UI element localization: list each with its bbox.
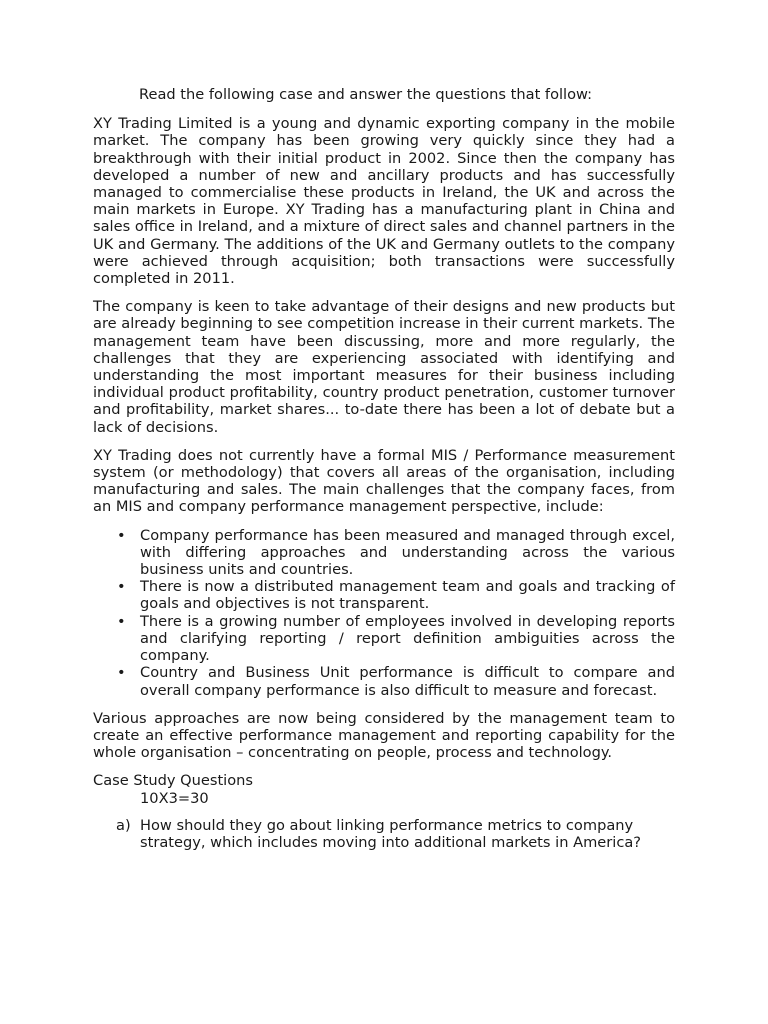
challenge-item (93, 613, 675, 665)
bullet-icon: • (117, 664, 126, 682)
bullet-icon: • (117, 612, 126, 630)
case-paragraph-mis-challenges: XY Trading does not currently have a formal MIS / Performance measurement system (or methodology) that covers all areas of the organisation, including manufacturing and sales. The main challenges that the company faces, from an MIS and company performance management perspective, include: (93, 446, 675, 516)
case-study-marks: 10X3=30 (140, 789, 209, 807)
challenge-item (93, 664, 675, 698)
challenge-item (93, 578, 675, 612)
challenge-text: There is now a distributed management team and goals and tracking of goals and objectives is not transparent. (140, 578, 675, 613)
case-study-questions-heading: Case Study Questions (93, 772, 254, 790)
case-paragraph-approaches: Various approaches are now being considered by the management team to create an effective performance management and reporting capability for the whole organisation – concentrating on people, process and technology. (93, 709, 675, 762)
question-text: How should they go about linking performance metrics to company strategy, which includes moving into additional markets in America? (140, 816, 642, 851)
document-page (93, 86, 675, 851)
case-paragraph-competition: The company is keen to take advantage of their designs and new products but are already beginning to see competition increase in their current markets. The management team have been discussing, more and more regularly, the challenges that they are experiencing associated with identifying and understanding the most important measures for their business including individual product profitability, country product penetration, customer turnover and profitability, market shares... to-date there has been a lot of debate but a lack of decisions. (93, 298, 675, 436)
challenges-list (93, 527, 675, 699)
bullet-icon: • (117, 526, 126, 544)
challenge-text: Company performance has been measured and managed through excel, with differing approaches and understanding across the various business units and countries. (140, 526, 675, 579)
challenge-text: Country and Business Unit performance is difficult to compare and overall company performance is also difficult to measure and forecast. (140, 664, 675, 699)
challenge-text: There is a growing number of employees involved in developing reports and clarifying reporting / report definition ambiguities across the company. (140, 612, 675, 665)
challenge-item (93, 527, 675, 579)
question-item (93, 817, 675, 851)
question-letter: a) (116, 816, 131, 834)
case-paragraph-company-background: XY Trading Limited is a young and dynamic exporting company in the mobile market. The company has been growing very quickly since they had a breakthrough with their initial product in 2002. Since then the company has developed a number of new and ancillary products and has successfully managed to commercialise these products in Ireland, the UK and across the main markets in Europe. XY Trading has a manufacturing plant in China and sales office in Ireland, and a mixture of direct sales and channel partners in the UK and Germany. The additions of the UK and Germany outlets to the company were achieved through acquisition; both transactions were successfully completed in 2011. (93, 115, 675, 288)
intro-instruction: Read the following case and answer the questions that follow: (139, 86, 593, 103)
bullet-icon: • (117, 578, 126, 596)
